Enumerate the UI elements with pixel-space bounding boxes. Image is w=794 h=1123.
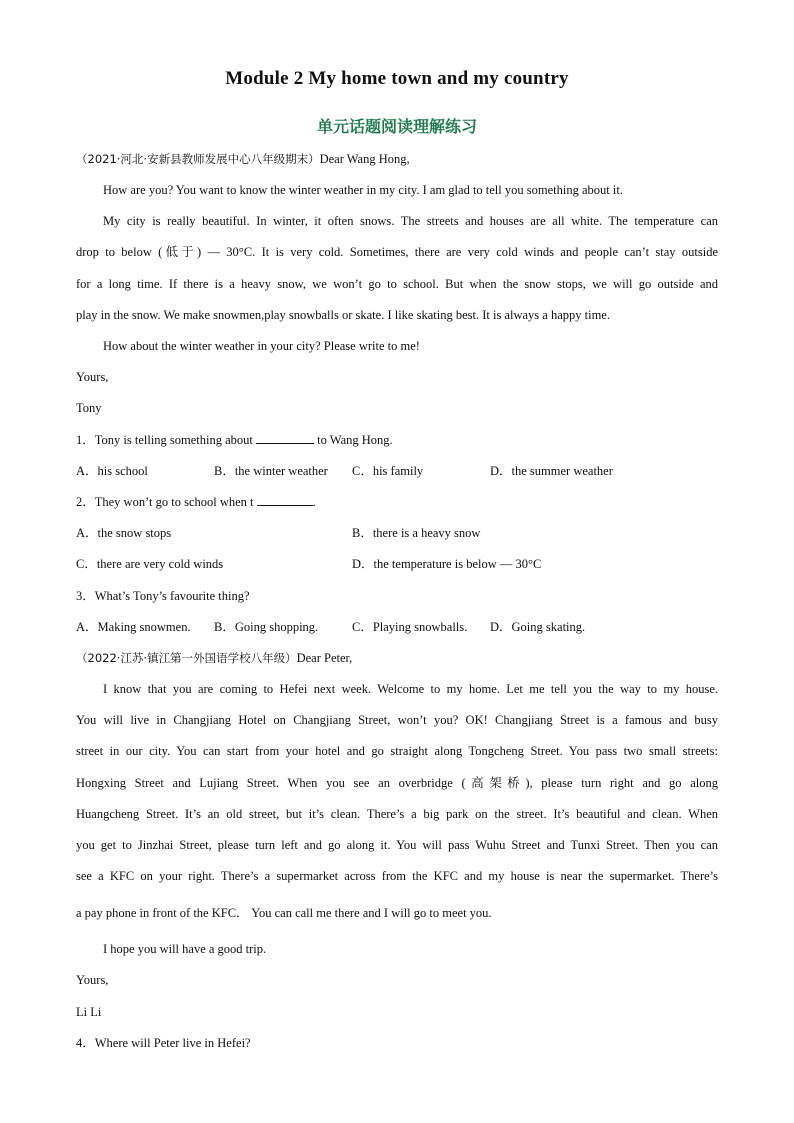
option-d: D．Going skating. [490,620,586,634]
passage2-line: Hongxing Street and Lujiang Street. When you see an overbridge (高架桥), please turn right and go along [76,776,718,790]
passage1-line: play in the snow. We make snowmen,play snowballs or skate. I like skating best. It is always a happy time. [76,308,610,322]
question-stem: 1．Tony is telling something about [76,433,257,447]
question-stem: . [312,495,316,509]
question-stem: to Wang Hong. [314,433,393,447]
passage1-line: My city is really beautiful. In winter, it often snows. The streets and houses are all white. The temperature can [103,214,718,228]
passage1-signature: Tony [76,401,102,415]
answer-blank [257,493,313,506]
answer-blank [256,431,314,444]
passage2-line: You will live in Changjiang Hotel on Changjiang Street, won’t you? OK! Changjiang Street is a famous and busy [76,713,718,727]
passage1-salutation: Dear Wang Hong, [319,152,410,166]
question-stem: 2．They won’t go to school when t [76,495,257,509]
passage1-source: （2021·河北·安新县教师发展中心八年级期末） [76,152,320,166]
passage2-heading [76,649,718,667]
option-b: B．Going shopping. [214,620,319,634]
passage1-line: How are you? You want to know the winter weather in my city. I am glad to tell you something about it. [103,183,623,197]
passage1-closing: Yours, [76,370,109,384]
passage2-salutation: Dear Peter, [296,651,353,665]
option-d: D．the summer weather [490,464,613,478]
passage2-line: Huangcheng Street. It’s an old street, but it’s clean. There’s a big park on the street. It’s beautiful and clean. When [76,807,718,821]
passage2-source: （2022·江苏·镇江第一外国语学校八年级） [76,651,297,665]
option-a: A．his school [76,464,148,478]
page-subtitle: 单元话题阅读理解练习 [316,117,477,136]
option-d: D．the temperature is below — 30°C [352,557,542,571]
passage2-line: see a KFC on your right. There’s a supermarket across from the KFC and my house is near the supermarket. There’s [76,869,718,883]
passage1-line: for a long time. If there is a heavy snow, we won’t go to school. But when the snow stops, we will go outside and [76,277,718,291]
option-c: C．his family [352,464,424,478]
passage2-line: you get to Jinzhai Street, please turn left and go along it. You will pass Wuhu Street and Tunxi Street. Then you can [76,838,718,852]
option-c: C．there are very cold winds [76,557,224,571]
option-c: C．Playing snowballs. [352,620,468,634]
option-a: A．the snow stops [76,526,172,540]
option-b: B．the winter weather [214,464,328,478]
option-b: B．there is a heavy snow [352,526,481,540]
passage2-line: street in our city. You can start from your hotel and go straight along Tongcheng Street. You pass two small streets: [76,744,718,758]
passage2-line: a pay phone in front of the KFC． You can call me there and I will go to meet you. [76,906,492,920]
passage2-line: I hope you will have a good trip. [103,942,267,956]
question-2 [76,493,718,511]
question-3: 3．What’s Tony’s favourite thing? [76,589,250,603]
passage2-line: I know that you are coming to Hefei next week. Welcome to my home. Let me tell you the way to my house. [103,682,718,696]
option-a: A．Making snowmen. [76,620,191,634]
passage1-heading [76,150,718,168]
page-title: Module 2 My home town and my country [225,68,569,89]
passage1-line: drop to below (低于) — 30°C. It is very cold. Sometimes, there are very cold winds and people can’t stay outside [76,245,718,259]
question-1 [76,431,718,449]
passage2-closing: Yours, [76,973,109,987]
question-4: 4．Where will Peter live in Hefei? [76,1036,251,1050]
passage2-signature: Li Li [76,1005,102,1019]
passage1-line: How about the winter weather in your city? Please write to me! [103,339,420,353]
